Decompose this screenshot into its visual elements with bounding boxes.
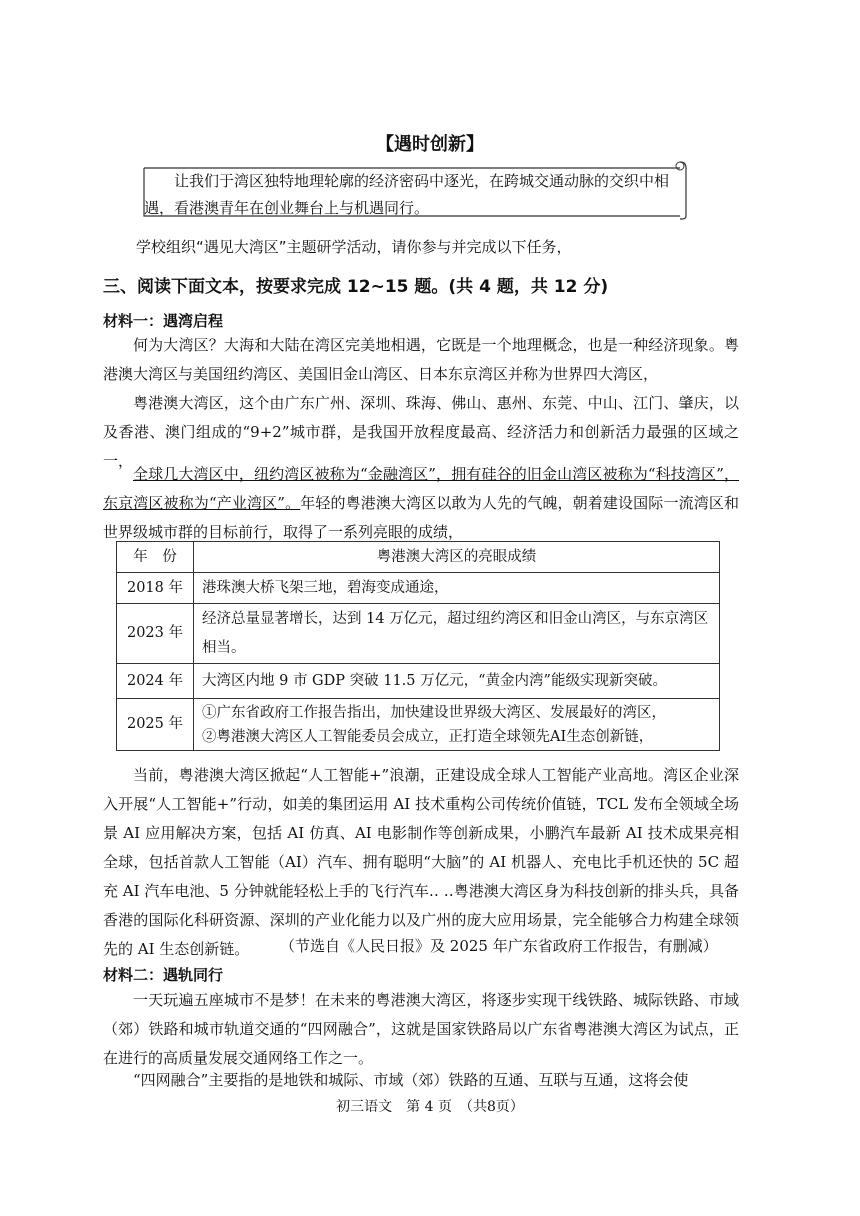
material2-paragraph-2: “四网融合”主要指的是地铁和城际、市域（郊）铁路的互通、互联与互通，这将会使 xyxy=(133,1071,689,1089)
table-cell-line-2: ②粤港澳大湾区人工智能委员会成立，正打造全球领先AI生态创新链， xyxy=(202,728,654,745)
table-cell-text: 大湾区内地 9 市 GDP 突破 11.5 万亿元，“黄金内湾”能级实现新突破。 xyxy=(194,664,720,699)
table-cell-text xyxy=(194,699,720,751)
material2-paragraph-1: 一天玩遍五座城市不是梦！在未来的粤港澳大湾区，将逐步实现干线铁路、城际铁路、市域（郊）铁路和城市轨道交通的“四网融合”，这就是国家铁路局以广东省粤港澳大湾区为试点，正在进行的高质量发展交通网络工作之一。 xyxy=(103,991,739,1067)
page-footer: 初三语文 第 4 页 （共8页） xyxy=(336,1099,524,1115)
table-header-year: 年 份 xyxy=(117,542,194,573)
table-row xyxy=(117,664,720,699)
table-cell-year: 2024 年 xyxy=(117,664,194,699)
table-header-row xyxy=(117,542,720,573)
material1-paragraph-4: 当前，粤港澳大湾区掀起“人工智能+”浪潮，正建设成全球人工智能产业高地。湾区企业深入开展“人工智能+”行动，如美的集团运用 AI 技术重构公司传统价值链，TCL 发布全领域全场景 AI 应用解决方案，包括 AI 仿真、AI 电影制作等创新成果，小鹏汽车最新 AI 技术成果亮相全球，包括首款人工智能（AI）汽车、拥有聪明“大脑”的 AI 机器人、充电比手机还快的 5C 超充 AI 汽车电池、5 分钟就能轻松上手的飞行汽车‥ ‥粤港澳大湾区身为科技创新的排头兵，具备香港的国际化科研资源、深圳的产业化能力以及广州的庞大应用场景，完全能够合力构建全球领先的 AI 生态创新链。 xyxy=(103,766,739,958)
table-cell-text: 港珠澳大桥飞架三地，碧海变成通途， xyxy=(194,573,720,604)
material1-paragraph-1: 何为大湾区？大海和大陆在湾区完美地相遇，它既是一个地理概念，也是一种经济现象。粤港澳大湾区与美国纽约湾区、美国旧金山湾区、日本东京湾区并称为世界四大湾区， xyxy=(103,336,739,383)
scroll-banner xyxy=(140,158,686,216)
table-cell-year: 2025 年 xyxy=(117,699,194,751)
material1-source: （节选自《人民日报》及 2025 年广东省政府工作报告，有删减） xyxy=(280,937,718,955)
table-row xyxy=(117,604,720,664)
scroll-text: 让我们于湾区独特地理轮廓的经济密码中逐光，在跨城交通动脉的交织中相遇，看港澳青年在创业舞台上与机遇同行。 xyxy=(144,172,670,217)
material1-paragraph-2: 粤港澳大湾区，这个由广东广州、深圳、珠海、佛山、惠州、东莞、中山、江门、肇庆，以及香港、澳门组成的“9+2”城市群，是我国开放程度最高、经济活力和创新活力最强的区域之一， xyxy=(103,394,739,470)
table-cell-text: 经济总量显著增长，达到 14 万亿元，超过纽约湾区和旧金山湾区，与东京湾区相当。 xyxy=(194,604,720,664)
table-header-achievement: 粤港澳大湾区的亮眼成绩 xyxy=(194,542,720,573)
table-cell-line-1: ①广东省政府工作报告指出，加快建设世界级大湾区、发展最好的湾区， xyxy=(202,704,666,721)
table-cell-year: 2018 年 xyxy=(117,573,194,604)
section-title: 【遇时创新】 xyxy=(376,134,484,155)
underlined-sentence: 全球几大湾区中，纽约湾区被称为“金融湾区”，拥有硅谷的旧金山湾区被称为“科技湾区”，东京湾区被称为“产业湾区”。 xyxy=(103,465,739,512)
table-cell-year: 2023 年 xyxy=(117,604,194,664)
intro-text: 学校组织“遇见大湾区”主题研学活动，请你参与并完成以下任务， xyxy=(136,238,572,256)
table-row xyxy=(117,699,720,751)
table-row xyxy=(117,573,720,604)
material2-heading: 材料二：遇轨同行 xyxy=(103,966,224,984)
material1-heading: 材料一：遇湾启程 xyxy=(103,312,224,330)
material1-paragraph-3 xyxy=(103,460,739,547)
question-header: 三、阅读下面文本，按要求完成 12~15 题。(共 4 题，共 12 分) xyxy=(103,277,609,297)
achievements-table xyxy=(116,541,720,751)
paragraph-3-rest: 年轻的粤港澳大湾区以敢为人先的气魄，朝着建设国际一流湾区和世界级城市群的目标前行，取得了一系列亮眼的成绩， xyxy=(103,494,739,541)
